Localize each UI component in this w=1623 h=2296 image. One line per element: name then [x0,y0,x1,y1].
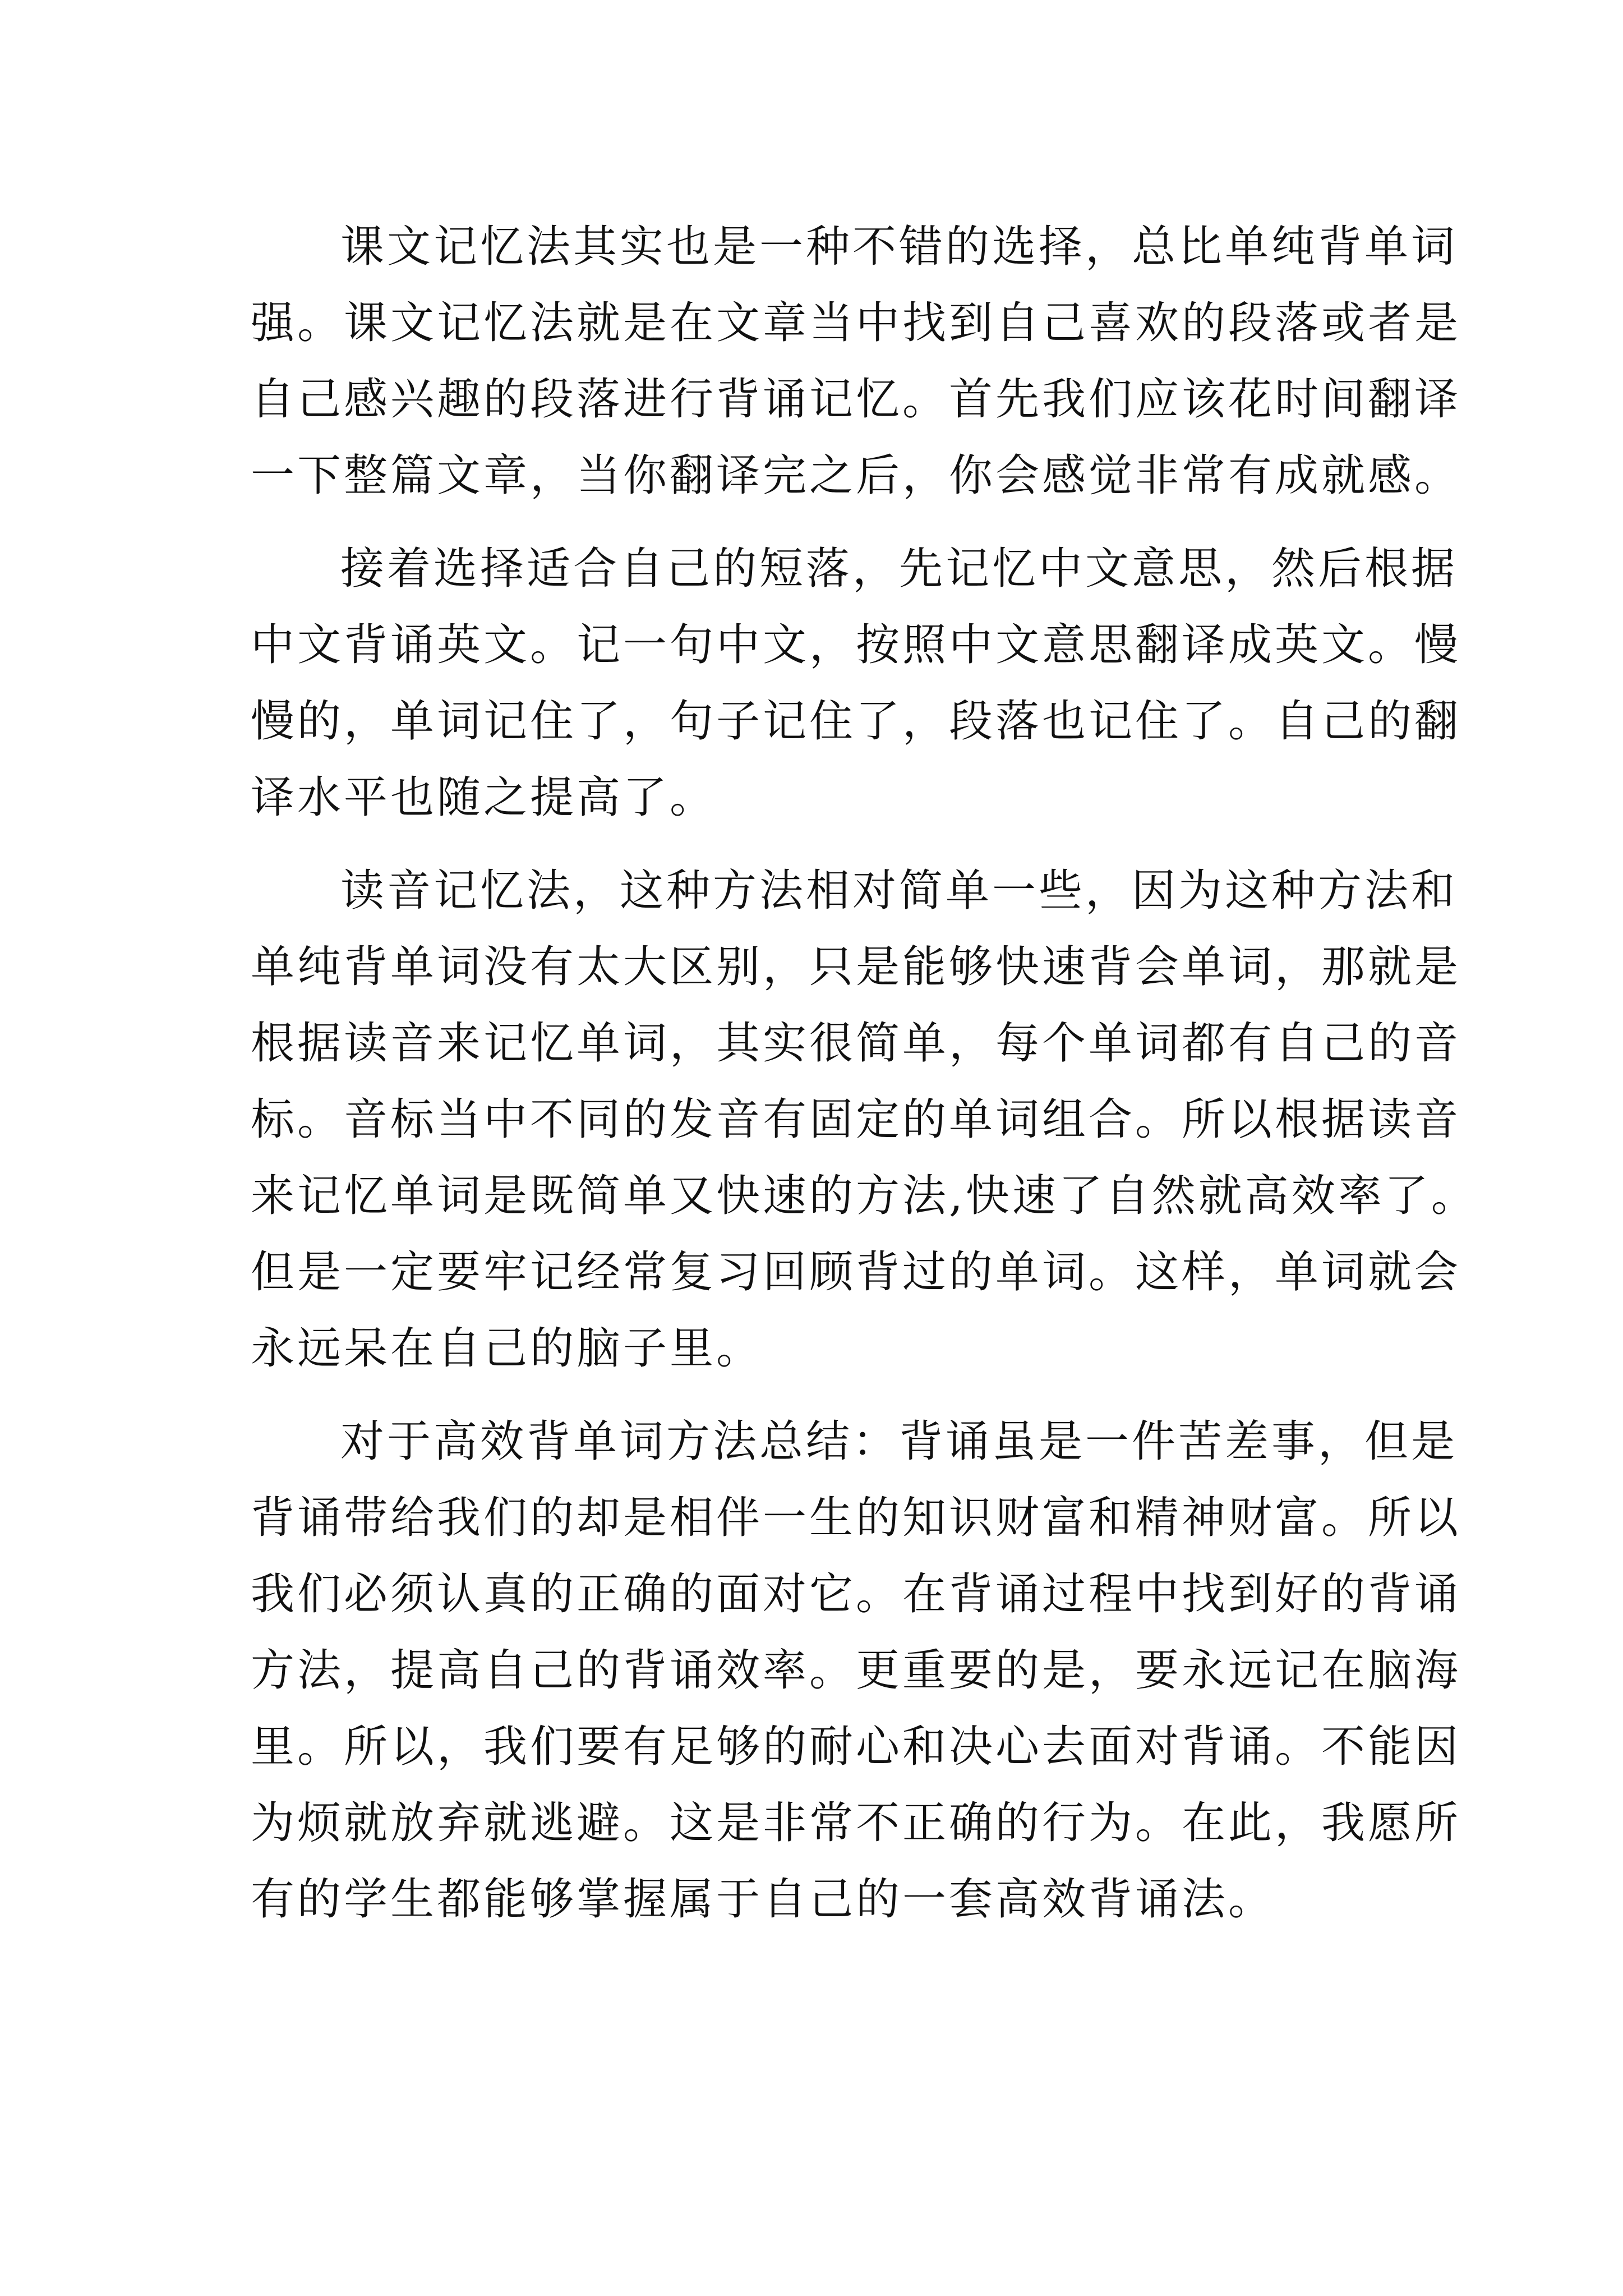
paragraph-1 [251,209,1461,514]
paragraph-line: 对于高效背单词方法总结：背诵虽是一件苦差事，但是 [340,1416,1458,1467]
paragraph-line: 标。音标当中不同的发音有固定的单词组合。所以根据读音 [251,1094,1461,1145]
paragraph-line: 根据读音来记忆单词，其实很简单，每个单词都有自己的音 [251,1018,1461,1069]
paragraph-line: 单纯背单词没有太大区别，只是能够快速背会单词，那就是 [251,942,1461,992]
paragraph-line: 我们必须认真的正确的面对它。在背诵过程中找到好的背诵 [251,1569,1461,1619]
paragraph-line: 读音记忆法，这种方法相对简单一些，因为这种方法和 [340,866,1458,916]
paragraph-line: 自己感兴趣的段落进行背诵记忆。首先我们应该花时间翻译 [251,374,1461,425]
paragraph-line: 强。课文记忆法就是在文章当中找到自己喜欢的段落或者是 [251,298,1461,348]
paragraph-line: 为烦就放弃就逃避。这是非常不正确的行为。在此，我愿所 [251,1798,1461,1848]
paragraph-line: 永远呆在自己的脑子里。 [251,1323,763,1374]
paragraph-line: 但是一定要牢记经常复习回顾背过的单词。这样，单词就会 [251,1247,1461,1297]
paragraph-2 [251,531,1461,836]
paragraph-line: 里。所以，我们要有足够的耐心和决心去面对背诵。不能因 [251,1722,1461,1772]
paragraph-line: 接着选择适合自己的短落，先记忆中文意思，然后根据 [340,544,1458,594]
paragraph-line: 慢的，单词记住了，句子记住了，段落也记住了。自己的翻 [251,696,1461,747]
paragraph-line: 方法，提高自己的背诵效率。更重要的是，要永远记在脑海 [251,1645,1461,1696]
paragraph-line: 来记忆单词是既简单又快速的方法,快速了自然就高效率了。 [251,1171,1478,1221]
paragraph-line: 课文记忆法其实也是一种不错的选择，总比单纯背单词 [340,222,1458,272]
paragraph-3 [251,853,1478,1387]
paragraph-4 [251,1404,1461,1938]
paragraph-line: 有的学生都能够掌握属于自己的一套高效背诵法。 [251,1874,1275,1925]
paragraph-line: 背诵带给我们的却是相伴一生的知识财富和精神财富。所以 [251,1493,1461,1543]
paragraph-line: 中文背诵英文。记一句中文，按照中文意思翻译成英文。慢 [251,620,1461,670]
paragraph-line: 译水平也随之提高了。 [251,772,717,823]
paragraph-line: 一下整篇文章，当你翻译完之后，你会感觉非常有成就感。 [251,450,1461,501]
body-text [251,209,1478,1938]
